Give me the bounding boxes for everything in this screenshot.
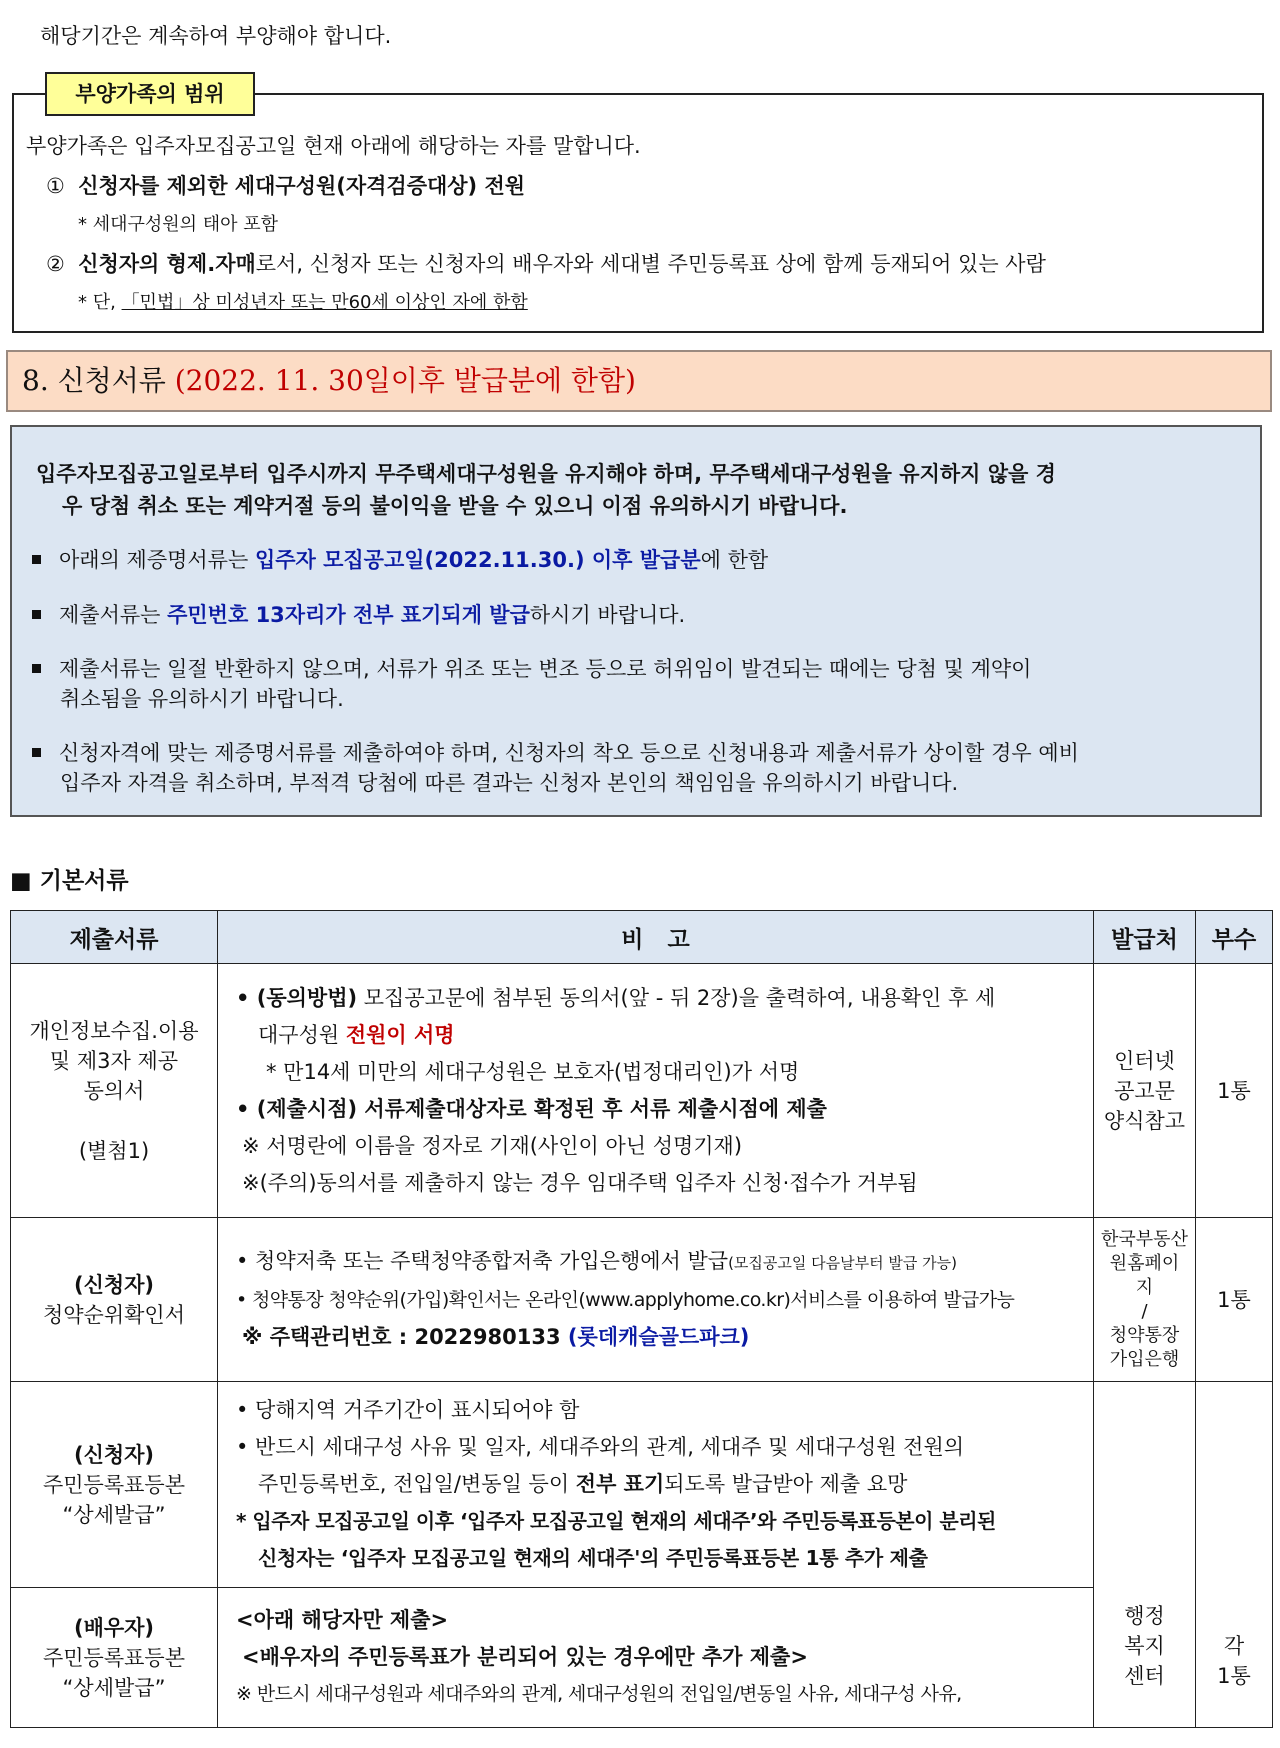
issuer-cell [1094,964,1196,1218]
remark-bold: 전부 표기 [575,1472,665,1496]
issuer-line: 공고문 [1114,1078,1175,1103]
copies-cell [1196,1382,1273,1728]
table-row [11,1382,1273,1588]
doc-name-cell [11,1218,218,1382]
remark-line: <아래 해당자만 제출> [236,1608,449,1632]
item-number: ② [46,252,65,276]
notice-bullet-4-cont: 입주자 자격을 취소하며, 부적격 당첨에 따른 결과는 신청자 본인의 책임임을 유의하시기 바랍니다. [60,771,959,795]
header-doc: 제출서류 [11,911,218,964]
issuer-line: 지 [1135,1276,1154,1298]
note-text: 「민법」상 미성년자 또는 만60세 이상인 자에 한함 [121,292,528,313]
copies-line: 1통 [1217,1664,1251,1688]
section-title: 8. 신청서류 [22,364,166,397]
dependent-item-1 [46,171,525,201]
square-bullet-icon [32,748,41,757]
section-subtitle: (2022. 11. 30일이후 발급분에 한함) [174,364,636,397]
remark-line [236,1466,1085,1503]
dependent-item-1-note: * 세대구성원의 태아 포함 [78,214,279,235]
header-issuer: 발급처 [1094,911,1196,964]
doc-name-line [11,1106,217,1136]
table-row [11,1218,1273,1382]
remark-text: 모집공고문에 첨부된 동의서(앞 - 뒤 2장)을 출력하여, 내용확인 후 세 [357,985,996,1010]
remark-text: 대구성원 [258,1022,346,1047]
doc-name-line: 청약순위확인서 [42,1302,185,1327]
bullet-text: 제출서류는 일절 반환하지 않으며, 서류가 위조 또는 변조 등으로 허위임이 발견되는 때에는 당첨 및 계약이 [59,657,1032,681]
doc-name-line: (배우자) [73,1615,155,1640]
remark-line [236,1243,1085,1282]
bullet-highlight: 주민번호 13자리가 전부 표기되게 발급 [167,603,530,627]
copies-cell: 1통 [1196,1218,1273,1382]
issuer-line: / [1141,1300,1148,1322]
remark-line: ※ 서명란에 이름을 정자로 기재(사인이 아닌 성명기재) [242,1133,743,1158]
notice-bullet-2 [32,600,685,630]
note-prefix: * 단, [78,292,122,313]
doc-name-line: 개인정보수집.이용 [29,1018,199,1043]
issuer-line: 양식참고 [1103,1108,1186,1133]
table-row [11,964,1273,1218]
remark-line: * 만14세 미만의 세대구성원은 보호자(법정대리인)가 서명 [266,1059,800,1084]
header-copies: 부수 [1196,911,1273,964]
remark-bold: ※ 주택관리번호 : 2022980133 [242,1325,568,1349]
issuer-cell [1094,1218,1196,1382]
table-header-row [11,911,1273,964]
issuer-line: 복지 [1124,1634,1165,1658]
remark-line: • 반드시 세대구성 사유 및 일자, 세대주와의 관계, 세대주 및 세대구성원 전원의 [236,1435,965,1459]
dependent-item-2-note [78,288,528,318]
top-text: 해당기간은 계속하여 부양해야 합니다. [40,24,392,48]
basic-docs-title: ■ 기본서류 [10,868,129,894]
issuer-line: 청약통장 [1109,1324,1180,1346]
bullet-text: 하시기 바랍니다. [529,603,686,627]
notice-bullet-1 [32,545,768,575]
remark-text: • 청약저축 또는 주택청약종합저축 가입은행에서 발급 [236,1249,729,1273]
doc-name-line: 동의서 [83,1078,145,1103]
notice-head-line-2: 우 당첨 취소 또는 계약거절 등의 불이익을 받을 수 있으니 이점 유의하시기 바랍니다. [62,494,848,518]
issuer-line: 한국부동산 [1101,1228,1188,1250]
dependent-scope-intro: 부양가족은 입주자모집공고일 현재 아래에 해당하는 자를 말합니다. [26,134,641,158]
remark-line: • 청약통장 청약순위(가입)확인서는 온라인(www.applyhome.co.kr)서비스를 이용하여 발급가능 [236,1289,1015,1311]
remark-line [236,1319,1085,1356]
doc-name-line: 및 제3자 제공 [49,1048,179,1073]
bullet-text: 제출서류는 [59,603,168,627]
section-8-heading [6,350,1272,412]
bullet-text: 신청자격에 맞는 제증명서류를 제출하여야 하며, 신청자의 착오 등으로 신청내용과 제출서류가 상이할 경우 예비 [59,741,1079,765]
doc-name-line: “상세발급” [62,1675,166,1700]
remarks-cell [218,1218,1094,1382]
remark-line: • (제출시점) 서류제출대상자로 확정된 후 서류 제출시점에 제출 [236,1096,827,1121]
item-text: 로서, 신청자 또는 신청자의 배우자와 세대별 주민등록표 상에 함께 등재되어 있는 사람 [255,252,1046,276]
doc-name-line: (신청자) [73,1272,155,1297]
square-bullet-icon [32,555,41,564]
square-bullet-icon [32,610,41,619]
header-remarks: 비 고 [218,911,1094,964]
item-number: ① [46,174,65,198]
issuer-line: 센터 [1124,1664,1165,1688]
issuer-line: 가입은행 [1109,1348,1180,1370]
issuer-line: 인터넷 [1114,1048,1175,1073]
remark-line: 신청자는 ‘입주자 모집공고일 현재의 세대주'의 주민등록표등본 1통 추가 제출 [258,1546,928,1570]
dependent-item-2 [46,249,1046,279]
remark-highlight: 전원이 서명 [345,1022,455,1047]
doc-name-line: 주민등록표등본 [42,1472,185,1497]
table-row [11,1588,1273,1728]
remark-small: (모집공고일 다음날부터 발급 가능) [728,1254,957,1272]
notice-head-line-1: 입주자모집공고일로부터 입주시까지 무주택세대구성원을 유지해야 하며, 무주택세대구성원을 유지하지 않을 경 [36,462,1056,486]
doc-name-line: (신청자) [73,1442,155,1467]
notice-bullet-3-cont: 취소됨을 유의하시기 바랍니다. [60,687,344,711]
item-text: 신청자를 제외한 세대구성원(자격검증대상) 전원 [78,174,526,198]
required-documents-table [10,910,1273,1728]
bullet-text: 에 한함 [700,548,769,572]
issuer-line: 원홈페이 [1109,1252,1180,1274]
square-bullet-icon [32,664,41,673]
remark-text: 되도록 발급받아 제출 요망 [664,1472,908,1496]
remark-line: <배우자의 주민등록표가 분리되어 있는 경우에만 추가 제출> [242,1645,808,1669]
remark-line: ※ 반드시 세대구성원과 세대주와의 관계, 세대구성원의 전입일/변동일 사유, 세대구성 사유, [236,1683,962,1705]
remark-text: 주민등록번호, 전입일/변동일 등이 [258,1472,576,1496]
notice-bullet-3 [32,654,1031,684]
doc-name-line: 주민등록표등본 [42,1645,185,1670]
doc-name-cell [11,964,218,1218]
remark-line: ※(주의)동의서를 제출하지 않는 경우 임대주택 입주자 신청·접수가 거부됨 [242,1170,918,1195]
issuer-cell [1094,1382,1196,1728]
copies-cell: 1통 [1196,964,1273,1218]
doc-name-line: “상세발급” [62,1502,166,1527]
remark-bold: • (동의방법) [236,985,358,1010]
remark-line: * 입주자 모집공고일 이후 ‘입주자 모집공고일 현재의 세대주’와 주민등록표등본이 분리된 [236,1509,996,1533]
dependent-scope-tag: 부양가족의 범위 [45,72,255,116]
remarks-cell [218,964,1094,1218]
remark-line: • 당해지역 거주기간이 표시되어야 함 [236,1398,580,1422]
bullet-text: 아래의 제증명서류는 [59,548,255,572]
remark-line [236,980,1085,1017]
doc-name-cell [11,1588,218,1728]
remark-highlight: (롯데캐슬골드파크) [567,1325,750,1349]
remark-line [236,1017,1085,1054]
item-bold-text: 신청자의 형제.자매 [78,252,256,276]
doc-name-cell [11,1382,218,1588]
copies-line: 각 [1223,1634,1245,1658]
remarks-cell [218,1588,1094,1728]
remarks-cell [218,1382,1094,1588]
bullet-highlight: 입주자 모집공고일(2022.11.30.) 이후 발급분 [254,548,701,572]
doc-name-line: (별첨1) [78,1138,150,1163]
issuer-line: 행정 [1124,1604,1165,1628]
notice-bullet-4 [32,738,1079,768]
